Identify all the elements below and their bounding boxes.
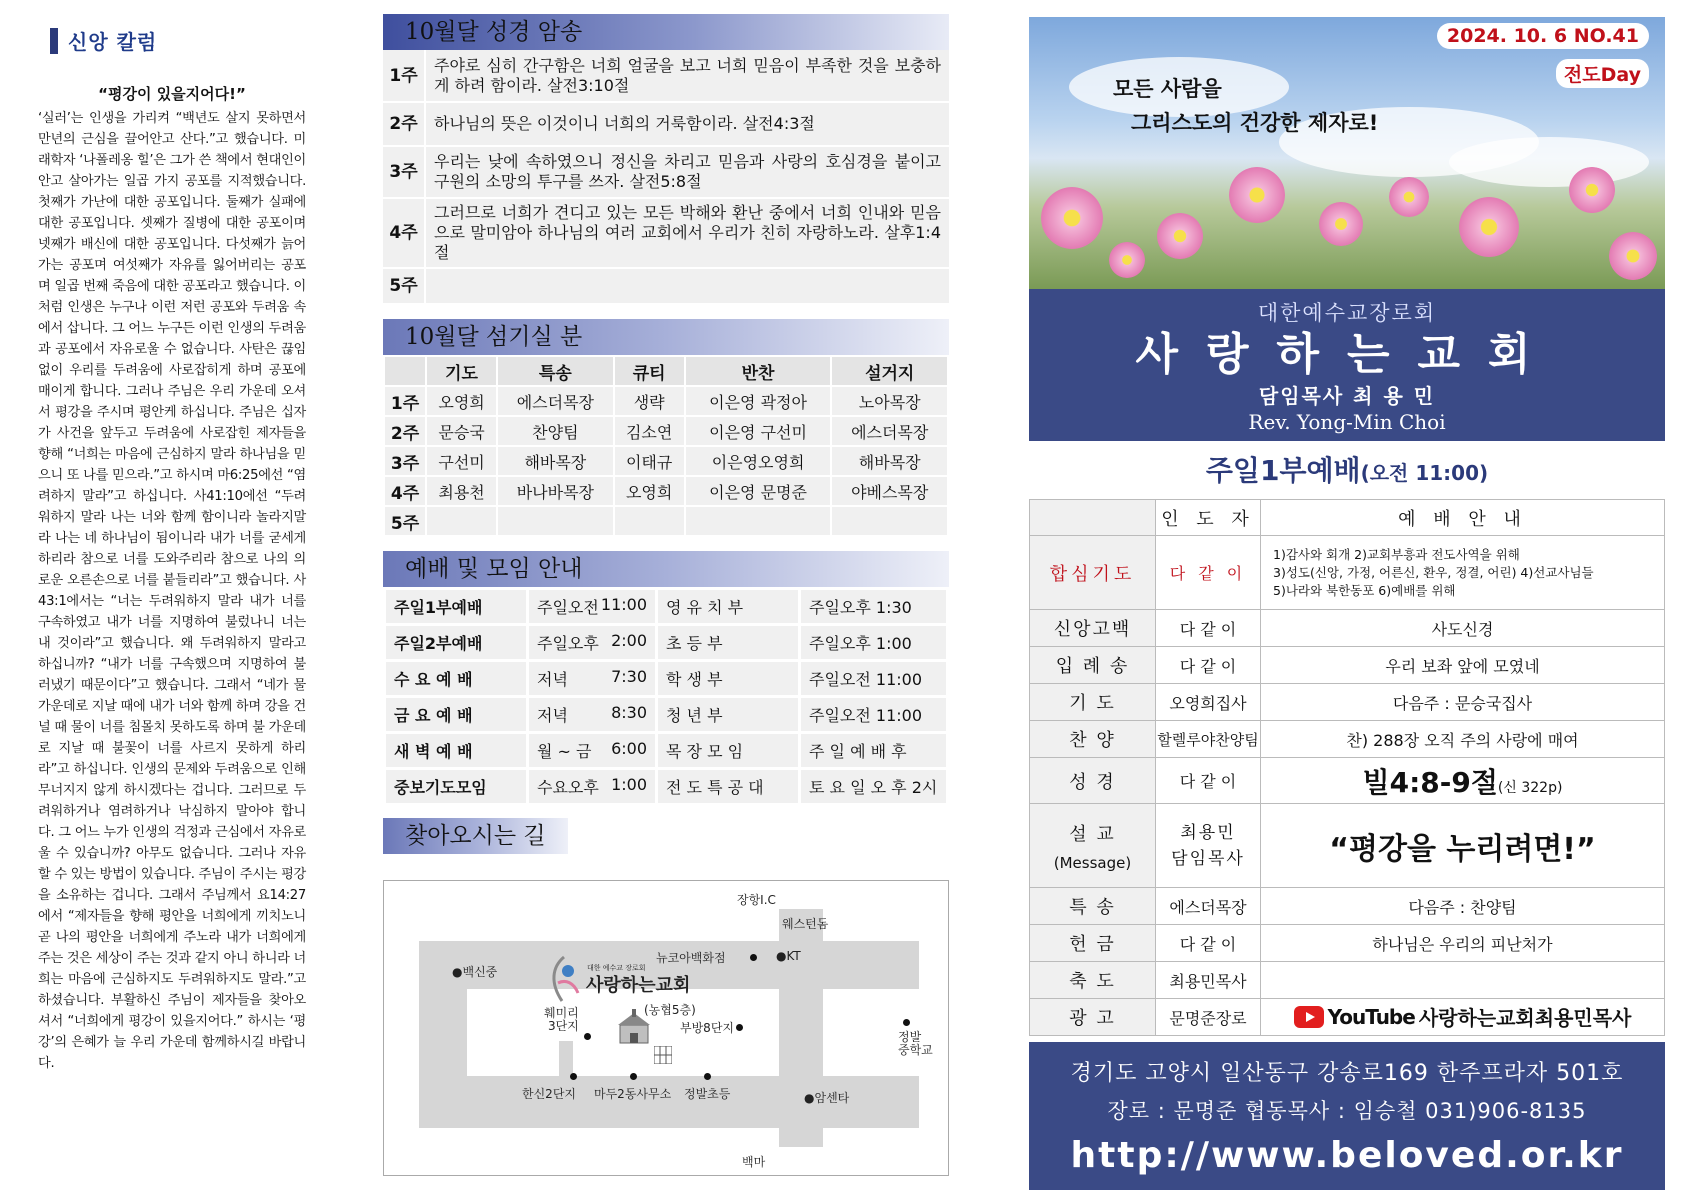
map-label-amcenter: ●암센타 bbox=[804, 1091, 850, 1105]
map-dot-hanshin bbox=[570, 1073, 577, 1080]
info-column bbox=[383, 14, 949, 1180]
directions-header: 찾아오시는 길 bbox=[383, 818, 568, 854]
meeting-row bbox=[386, 626, 946, 659]
order-leader: 최용민목사 bbox=[1156, 962, 1261, 999]
serve-cell: 에스더목장 bbox=[497, 386, 614, 416]
week-label: 4주 bbox=[384, 476, 426, 506]
church-contact: 장로 : 문명준 협동목사 : 임승철 031)906-8135 bbox=[1107, 1099, 1587, 1123]
meeting-name-2: 목 장 모 임 bbox=[658, 734, 798, 767]
column-header bbox=[50, 26, 306, 55]
serve-cell bbox=[614, 506, 685, 536]
order-row bbox=[1030, 647, 1665, 684]
serve-cell: 오영희 bbox=[614, 476, 685, 506]
hero-image bbox=[1029, 17, 1665, 289]
order-item: 축 도 bbox=[1030, 962, 1156, 999]
order-row bbox=[1030, 999, 1665, 1036]
meeting-time-2: 주일오전 11:00 bbox=[801, 698, 946, 731]
order-item: 찬 양 bbox=[1030, 721, 1156, 758]
verse-text: 우리는 낮에 속하였으니 정신을 차리고 믿음과 사랑의 호심경을 붙이고 구원의 소망의 투구를 쓰자. 살전5:8절 bbox=[425, 146, 949, 198]
order-item: 헌 금 bbox=[1030, 925, 1156, 962]
serve-cell: 에스더목장 bbox=[831, 416, 948, 446]
youtube-link[interactable] bbox=[1261, 999, 1665, 1036]
order-item: 합심기도 bbox=[1030, 536, 1156, 610]
order-guide: 다음주 : 찬양팀 bbox=[1261, 888, 1665, 925]
issue-date-badge: 2024. 10. 6 NO.41 bbox=[1437, 23, 1649, 49]
order-leader: 다 같 이 bbox=[1156, 758, 1261, 804]
order-col-leader: 인 도 자 bbox=[1156, 500, 1261, 536]
flower-shape bbox=[1041, 187, 1103, 249]
map-label-janghang: 장항I.C bbox=[737, 893, 776, 907]
serve-table bbox=[383, 355, 949, 537]
meeting-name-2: 청 년 부 bbox=[658, 698, 798, 731]
order-row bbox=[1030, 962, 1665, 999]
map-dot-madu bbox=[630, 1073, 637, 1080]
week-label: 2주 bbox=[384, 416, 426, 446]
serve-cell: 해바목장 bbox=[831, 446, 948, 476]
order-guide: 다음주 : 문승국집사 bbox=[1261, 684, 1665, 721]
church-banner bbox=[1029, 289, 1665, 441]
serve-row bbox=[384, 446, 948, 476]
flower-shape bbox=[1609, 232, 1657, 280]
meeting-time: 저녁 7:30 bbox=[529, 662, 655, 695]
senior-pastor: 담임목사 최 용 민 bbox=[1258, 384, 1436, 408]
map-label-kt: ●KT bbox=[776, 949, 801, 963]
week-label: 4주 bbox=[383, 198, 425, 268]
order-col-guide: 예 배 안 내 bbox=[1261, 500, 1665, 536]
scripture-page: (신 322p) bbox=[1497, 779, 1563, 796]
serve-header: 10월달 섬기실 분 bbox=[383, 319, 949, 355]
meeting-time-2: 주일오후 1:00 bbox=[801, 626, 946, 659]
memory-row bbox=[383, 50, 949, 102]
meeting-time: 주일오후 2:00 bbox=[529, 626, 655, 659]
serve-cell: 이은영오영희 bbox=[685, 446, 832, 476]
flower-shape bbox=[1109, 242, 1145, 278]
order-leader: 다 같 이 bbox=[1156, 925, 1261, 962]
meeting-name: 새 벽 예 배 bbox=[386, 734, 526, 767]
service-time: (오전 11:00) bbox=[1360, 461, 1489, 485]
map-label-bubang: 부방8단지 bbox=[680, 1021, 735, 1035]
order-of-worship bbox=[1029, 499, 1665, 1036]
directions-map bbox=[383, 880, 949, 1176]
serve-cell: 찬양팀 bbox=[497, 416, 614, 446]
serve-cell bbox=[426, 506, 497, 536]
memory-row bbox=[383, 268, 949, 304]
serve-row bbox=[384, 476, 948, 506]
flower-shape bbox=[1459, 197, 1519, 257]
order-row bbox=[1030, 804, 1665, 888]
memory-row bbox=[383, 198, 949, 268]
serve-col-header: 반찬 bbox=[685, 356, 832, 386]
map-label-baeksin: ●백신중 bbox=[452, 965, 498, 979]
map-label-jeongbal-mid: 정발 중학교 bbox=[898, 1030, 933, 1057]
map-label-madu: 마두2동사무소 bbox=[594, 1087, 672, 1101]
order-item bbox=[1030, 804, 1156, 888]
order-guide: 찬) 288장 오직 주의 사랑에 매여 bbox=[1261, 721, 1665, 758]
meeting-time-2: 주 일 예 배 후 bbox=[801, 734, 946, 767]
meeting-time-2: 주일오후 1:30 bbox=[801, 590, 946, 623]
order-guide: 우리 보좌 앞에 모였네 bbox=[1261, 647, 1665, 684]
map-church-denomination: 대한 예수교 장로회 bbox=[587, 964, 646, 972]
week-label: 3주 bbox=[384, 446, 426, 476]
serve-cell: 김소연 bbox=[614, 416, 685, 446]
serve-cell bbox=[831, 506, 948, 536]
week-label: 1주 bbox=[384, 386, 426, 416]
youtube-wordmark: YouTube bbox=[1327, 1004, 1415, 1029]
slogan-line-1: 모든 사람을 bbox=[1113, 77, 1222, 101]
map-road-east bbox=[779, 909, 823, 1147]
serve-cell: 이은영 곽정아 bbox=[685, 386, 832, 416]
slogan-line-2: 그리스도의 건강한 제자로! bbox=[1131, 111, 1379, 135]
flower-shape bbox=[1319, 202, 1363, 246]
map-dot-humiri bbox=[584, 1033, 591, 1040]
week-label: 2주 bbox=[383, 102, 425, 146]
flower-shape bbox=[1229, 167, 1285, 223]
meeting-time: 월 ~ 금 6:00 bbox=[529, 734, 655, 767]
serve-corner bbox=[384, 356, 426, 386]
serve-cell bbox=[497, 506, 614, 536]
order-guide: 하나님은 우리의 피난처가 bbox=[1261, 925, 1665, 962]
verse-text: 그러므로 너희가 견디고 있는 모든 박해와 환난 중에서 너희 인내와 믿음으로 말미암아 하나님의 여러 교회에서 우리가 친히 자랑하노라. 살후1:4절 bbox=[425, 198, 949, 268]
serve-row bbox=[384, 386, 948, 416]
flower-shape bbox=[1157, 213, 1203, 259]
serve-cell: 오영희 bbox=[426, 386, 497, 416]
order-row bbox=[1030, 721, 1665, 758]
serve-cell bbox=[685, 506, 832, 536]
order-corner bbox=[1030, 500, 1156, 536]
youtube-channel: 사랑하는교회최용민목사 bbox=[1418, 1006, 1632, 1031]
meeting-row bbox=[386, 734, 946, 767]
order-leader: 에스더목장 bbox=[1156, 888, 1261, 925]
memory-row bbox=[383, 102, 949, 146]
map-church-name: 사랑하는교회 bbox=[586, 975, 691, 996]
meeting-name-2: 초 등 부 bbox=[658, 626, 798, 659]
map-label-humiri: 훼미리 3단지 bbox=[544, 1006, 579, 1033]
map-label-nonghyup: (농협5층) bbox=[644, 1003, 696, 1017]
meeting-time: 수요오후 1:00 bbox=[529, 770, 655, 803]
crosswalk-icon bbox=[654, 1046, 672, 1064]
meeting-name: 중보기도모임 bbox=[386, 770, 526, 803]
meeting-row bbox=[386, 590, 946, 623]
column-header-label: 신앙 칼럼 bbox=[68, 30, 158, 54]
church-building-icon bbox=[614, 1009, 654, 1045]
sermon-label: 설 교 bbox=[1069, 823, 1116, 845]
map-label-hanshin: 한신2단지 bbox=[522, 1087, 577, 1101]
sermon-title: “평강을 누리려면!” bbox=[1261, 804, 1665, 888]
church-name: 사랑하는교회 bbox=[1135, 329, 1559, 380]
order-leader: 오영희집사 bbox=[1156, 684, 1261, 721]
meeting-time-2: 토 요 일 오 후 2시 bbox=[801, 770, 946, 803]
meeting-time: 주일오전 11:00 bbox=[529, 590, 655, 623]
order-leader: 할렐루야찬양팀 bbox=[1156, 721, 1261, 758]
meetings-table bbox=[383, 587, 949, 806]
map-label-baekma: 백마 bbox=[742, 1155, 766, 1169]
serve-col-header: 기도 bbox=[426, 356, 497, 386]
meeting-name: 주일1부예배 bbox=[386, 590, 526, 623]
week-label: 5주 bbox=[383, 268, 425, 304]
church-logo-icon bbox=[544, 953, 584, 1005]
meeting-name: 주일2부예배 bbox=[386, 626, 526, 659]
meetings-header: 예배 및 모임 안내 bbox=[383, 551, 949, 587]
serve-row bbox=[384, 416, 948, 446]
serve-cell: 문승국 bbox=[426, 416, 497, 446]
cloud-shape bbox=[1449, 137, 1649, 187]
order-guide: 사도신경 bbox=[1261, 610, 1665, 647]
denomination: 대한예수교장로회 bbox=[1257, 301, 1437, 325]
verse-text: 주야로 심히 간구함은 너희 얼굴을 보고 너희 믿음이 부족한 것을 보충하게 하려 함이라. 살전3:10절 bbox=[425, 50, 949, 102]
order-item: 광 고 bbox=[1030, 999, 1156, 1036]
week-label: 1주 bbox=[383, 50, 425, 102]
verse-text: 하나님의 뜻은 이것이니 너희의 거룩함이라. 살전4:3절 bbox=[425, 102, 949, 146]
memory-header: 10월달 성경 암송 bbox=[383, 14, 949, 50]
meeting-name-2: 전 도 특 공 대 bbox=[658, 770, 798, 803]
order-guide: 1)감사와 회개 2)교회부흥과 전도사역을 위해 3)성도(신앙, 가정, 어른신, 환우, 정결, 어린) 4)선교사님들 5)나라와 북한동포 6)예배를 위해 bbox=[1261, 536, 1665, 610]
serve-cell: 구선미 bbox=[426, 446, 497, 476]
map-label-jeongbal-el: 정발초등 bbox=[684, 1087, 731, 1101]
meeting-name-2: 영 유 치 부 bbox=[658, 590, 798, 623]
column-body: ‘실러’는 인생을 가리켜 “백년도 살지 못하면서 만년의 근심을 끌어안고 산다.”고 했습니다. 미래학자 ‘나폴레옹 힐’은 그가 쓴 책에서 현대인이 안고 살아가는 일곱 가지 공포를 지적했습니다. 첫째가 가난에 대한 공포입니다. 둘째가 실패에 대한 공포입니다. 셋째가 질병에 대한 공포이며 넷째가 배신에 대한 공포입니다. 다섯째가 늙어 가는 공포며 여섯째가 자유를 잃어버리는 공포며 일곱 번째 죽음에 대한 공포라고 했습니다. 이처럼 인생은 누구나 이런 저런 공포와 두려움 속에서 삽니다. 그 어느 누구든 이런 인생의 두려움과 공포에서 자유로울 수 없습니다. 사탄은 끊임없이 우리를 두려움에 사로잡히게 하며 공포에 매이게 합니다. 그러나 주님은 우리 가운데 오셔서 평강을 주시며 평안케 하십니다. 주님은 십자가 사건을 앞두고 두려움에 사로잡힌 제자들을 향해 “너희는 마음에 근심하지 말라 하나님을 믿으니 또 나를 믿으라.”고 하시며 마6:25에선 “염려하지 말라”고 하십니다. 사41:10에선 “두려워하지 말라 나는 너와 함께 함이니라 놀라지말라 나는 네 하나님이 됨이니라 내가 너를 굳세게 하리라 참으로 너를 도와주리라 참으로 나의 의로운 오른손으로 너를 붙들리라”고 했습니다. 사43:1에서는 “너는 두려워하지 말라 내가 너를 구속하였고 내가 너를 지명하여 불렀나니 너는 내 것이라”고 했습니다. 왜 두려워하지 말라고 하십니까? “내가 너를 구속했으며 지명하여 불러냈기 때문이다”고 했습니다. 그래서 “네가 물 가운데로 지날 때에 내가 너와 함께 하며 강을 건널 때 물이 너를 침몰치 못하도록 하며 불 가운데로 지날 때 불꽃이 너를 사르지 못하게 하리라”고 하십니다. 인생의 문제와 두려움으로 인해 무너지지 않게 하시겠다는 겁니다. 그러므로 두려워하거나 염려하거나 낙심하지 말아야 합니다. 그 어느 누가 인생의 걱정과 근심에서 자유로울 수 있습니까? 아무도 없습니다. 그러나 자유 할 수 있는 방법이 있습니다. 주님이 주시는 평강을 소유하는 겁니다. 그래서 주님께서 요14:27에서 “제자들을 향해 평안을 너희에게 끼치노니 곧 나의 평안을 너희에게 주노라 내가 너희에게 주는 것은 세상이 주는 것과 같지 아니 하니라 너희는 마음에 근심하지도 두려워하지도 말라.”고 하셨습니다. 부활하신 주님이 제자들을 찾아오셔서 “너희에게 평강이 있을지어다.” 하시는 ‘평강’의 은혜가 늘 우리 가운데 함께하시길 바랍니다. bbox=[38, 111, 306, 1071]
serve-cell: 이은영 구선미 bbox=[685, 416, 832, 446]
column-header-bar bbox=[50, 28, 58, 54]
order-row bbox=[1030, 888, 1665, 925]
map-dot-jeongbal-el bbox=[704, 1073, 711, 1080]
order-leader: 다 같 이 bbox=[1156, 536, 1261, 610]
sermon-label-en: (Message) bbox=[1053, 853, 1132, 872]
order-row bbox=[1030, 925, 1665, 962]
flower-shape bbox=[1389, 177, 1429, 217]
order-item: 신앙고백 bbox=[1030, 610, 1156, 647]
week-label: 5주 bbox=[384, 506, 426, 536]
order-leader: 최용민 담임목사 bbox=[1156, 804, 1261, 888]
faith-column bbox=[38, 20, 306, 1180]
pastor-english: Rev. Yong-Min Choi bbox=[1248, 410, 1446, 434]
order-guide bbox=[1261, 758, 1665, 804]
serve-cell: 최용천 bbox=[426, 476, 497, 506]
order-item: 성 경 bbox=[1030, 758, 1156, 804]
meeting-time-2: 주일오전 11:00 bbox=[801, 662, 946, 695]
serve-col-header: 특송 bbox=[497, 356, 614, 386]
serve-row bbox=[384, 506, 948, 536]
meeting-name-2: 학 생 부 bbox=[658, 662, 798, 695]
meeting-name: 금 요 예 배 bbox=[386, 698, 526, 731]
order-guide bbox=[1261, 962, 1665, 999]
serve-cell: 바나바목장 bbox=[497, 476, 614, 506]
map-dot-jeongbal-mid bbox=[903, 1019, 910, 1026]
serve-col-header: 큐티 bbox=[614, 356, 685, 386]
week-label: 3주 bbox=[383, 146, 425, 198]
church-footer bbox=[1029, 1042, 1665, 1190]
map-label-newcore: 뉴코아백화점 bbox=[656, 951, 726, 965]
memory-row bbox=[383, 146, 949, 198]
meeting-time: 저녁 8:30 bbox=[529, 698, 655, 731]
map-label-western: 웨스턴돔 bbox=[782, 917, 829, 931]
youtube-icon bbox=[1294, 1006, 1324, 1028]
church-website[interactable]: http://www.beloved.or.kr bbox=[1070, 1135, 1624, 1176]
meeting-row bbox=[386, 770, 946, 803]
order-leader: 다 같 이 bbox=[1156, 610, 1261, 647]
cover-column bbox=[1029, 17, 1665, 1177]
serve-cell: 생략 bbox=[614, 386, 685, 416]
serve-col-header: 설거지 bbox=[831, 356, 948, 386]
serve-cell: 이태규 bbox=[614, 446, 685, 476]
map-dot-bubang bbox=[736, 1024, 743, 1031]
meeting-name: 수 요 예 배 bbox=[386, 662, 526, 695]
flower-shape bbox=[1569, 167, 1615, 213]
order-leader: 다 같 이 bbox=[1156, 647, 1261, 684]
service-title bbox=[1029, 451, 1665, 499]
order-item: 기 도 bbox=[1030, 684, 1156, 721]
serve-cell: 이은영 문명준 bbox=[685, 476, 832, 506]
serve-cell: 야베스목장 bbox=[831, 476, 948, 506]
church-address: 경기도 고양시 일산동구 강송로169 한주프라자 501호 bbox=[1070, 1061, 1624, 1086]
order-item: 입 례 송 bbox=[1030, 647, 1156, 684]
meeting-row bbox=[386, 698, 946, 731]
order-item: 특 송 bbox=[1030, 888, 1156, 925]
order-row bbox=[1030, 610, 1665, 647]
column-title: “평강이 있을지어다!” bbox=[98, 85, 246, 103]
memory-table bbox=[383, 50, 949, 305]
serve-cell: 노아목장 bbox=[831, 386, 948, 416]
order-leader: 문명준장로 bbox=[1156, 999, 1261, 1036]
order-row bbox=[1030, 758, 1665, 804]
map-dot-newcore bbox=[750, 954, 757, 961]
scripture-reference: 빌4:8-9절 bbox=[1362, 765, 1498, 799]
serve-cell: 해바목장 bbox=[497, 446, 614, 476]
verse-text bbox=[425, 268, 949, 304]
order-row bbox=[1030, 684, 1665, 721]
event-day-badge: 전도Day bbox=[1556, 59, 1649, 88]
service-name: 주일1부예배 bbox=[1205, 454, 1361, 487]
meeting-row bbox=[386, 662, 946, 695]
order-row bbox=[1030, 536, 1665, 610]
